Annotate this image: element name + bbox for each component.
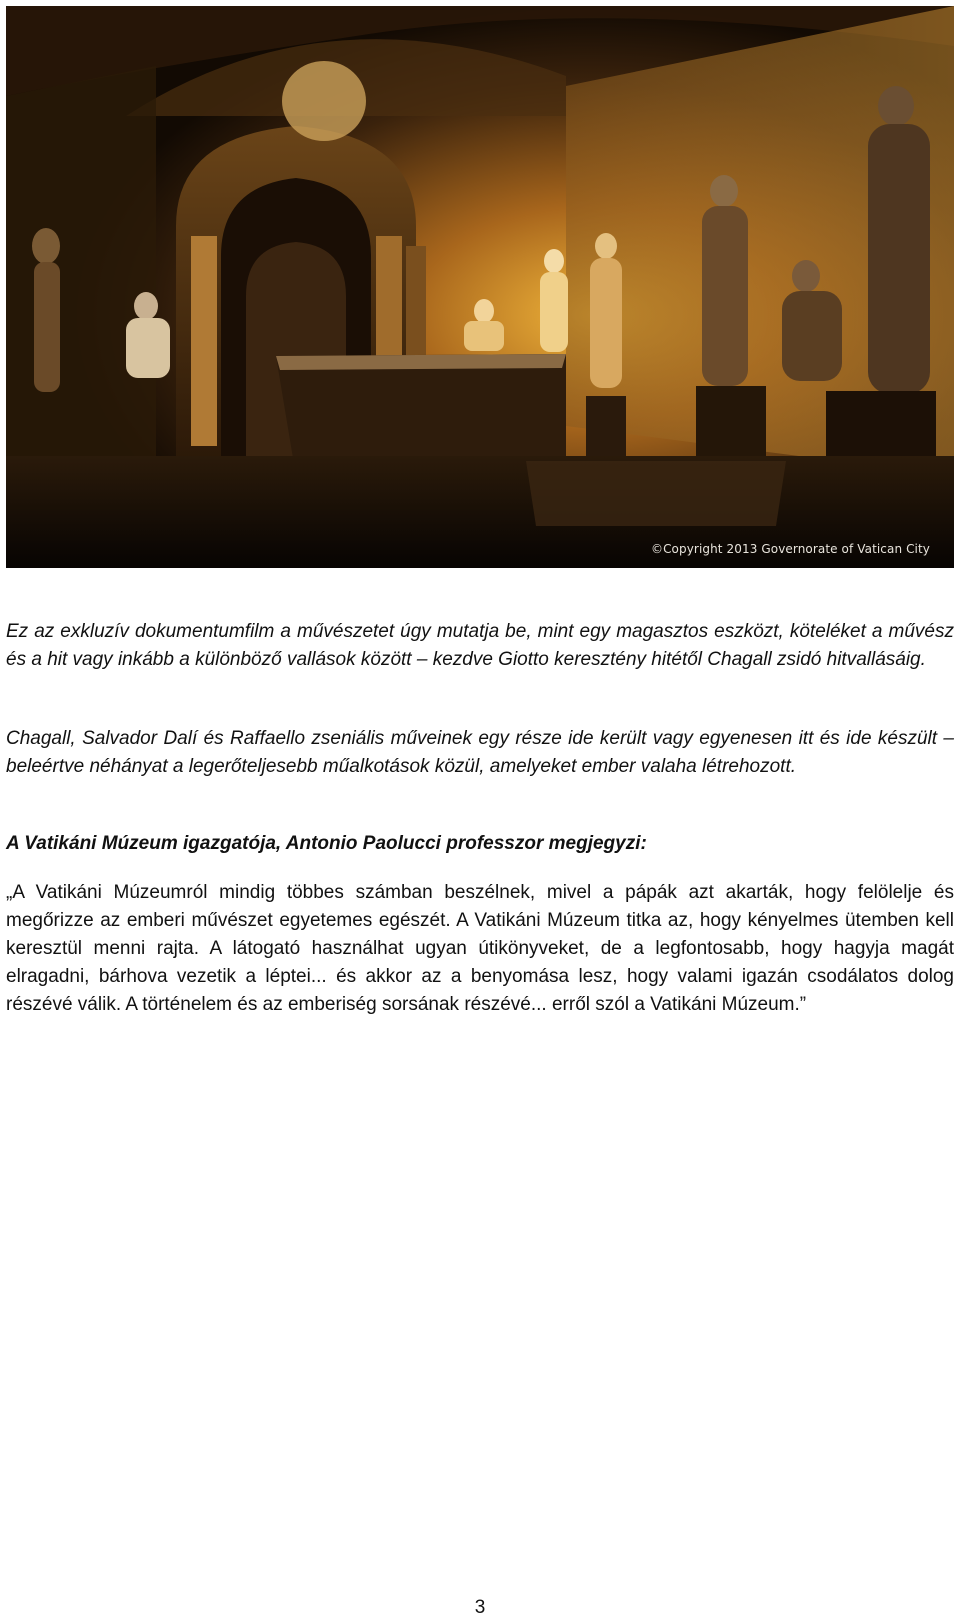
paragraph-quote: „A Vatikáni Múzeumról mindig többes számban beszélnek, mivel a pápák azt akarták, hogy felölelje és megőrizze az emberi művészet egyetemes egészét. A Vatikáni Múzeum titka az, hogy kényelmes ütemben kell keresztül menni rajta. A látogató használhat ugyan útikönyveket, de a legfontosabb, hogy hagyja magát elragadni, bárhova vezetik a léptei... és akkor az a benyomása lesz, hogy valami igazán csodálatos dolog részévé válik. A történelem és az emberiség sorsának részévé... erről szól a Vatikáni Múzeum.” — [6, 882, 954, 1015]
museum-hall-illustration — [6, 6, 954, 568]
photo-copyright: ©Copyright 2013 Governorate of Vatican City — [650, 542, 930, 556]
paragraph-quote-intro: A Vatikáni Múzeum igazgatója, Antonio Paolucci professzor megjegyzi: — [6, 833, 647, 854]
page-number: 3 — [474, 1597, 486, 1618]
paragraph-intro: Ez az exkluzív dokumentumfilm a művészetet úgy mutatja be, mint egy magasztos eszközt, köteléket a művész és a hit vagy inkább a különböző vallások között – kezdve Giotto keresztény hitétől Chagall zsidó hitvallásáig. — [6, 621, 954, 670]
paragraph-artists: Chagall, Salvador Dalí és Raffaello zseniális műveinek egy része ide került vagy egyenesen itt és ide készült – beleértve néhányat a legerőteljesebb műalkotások közül, amelyeket ember valaha létrehozott. — [6, 728, 954, 777]
museum-hall-photo — [6, 6, 954, 568]
